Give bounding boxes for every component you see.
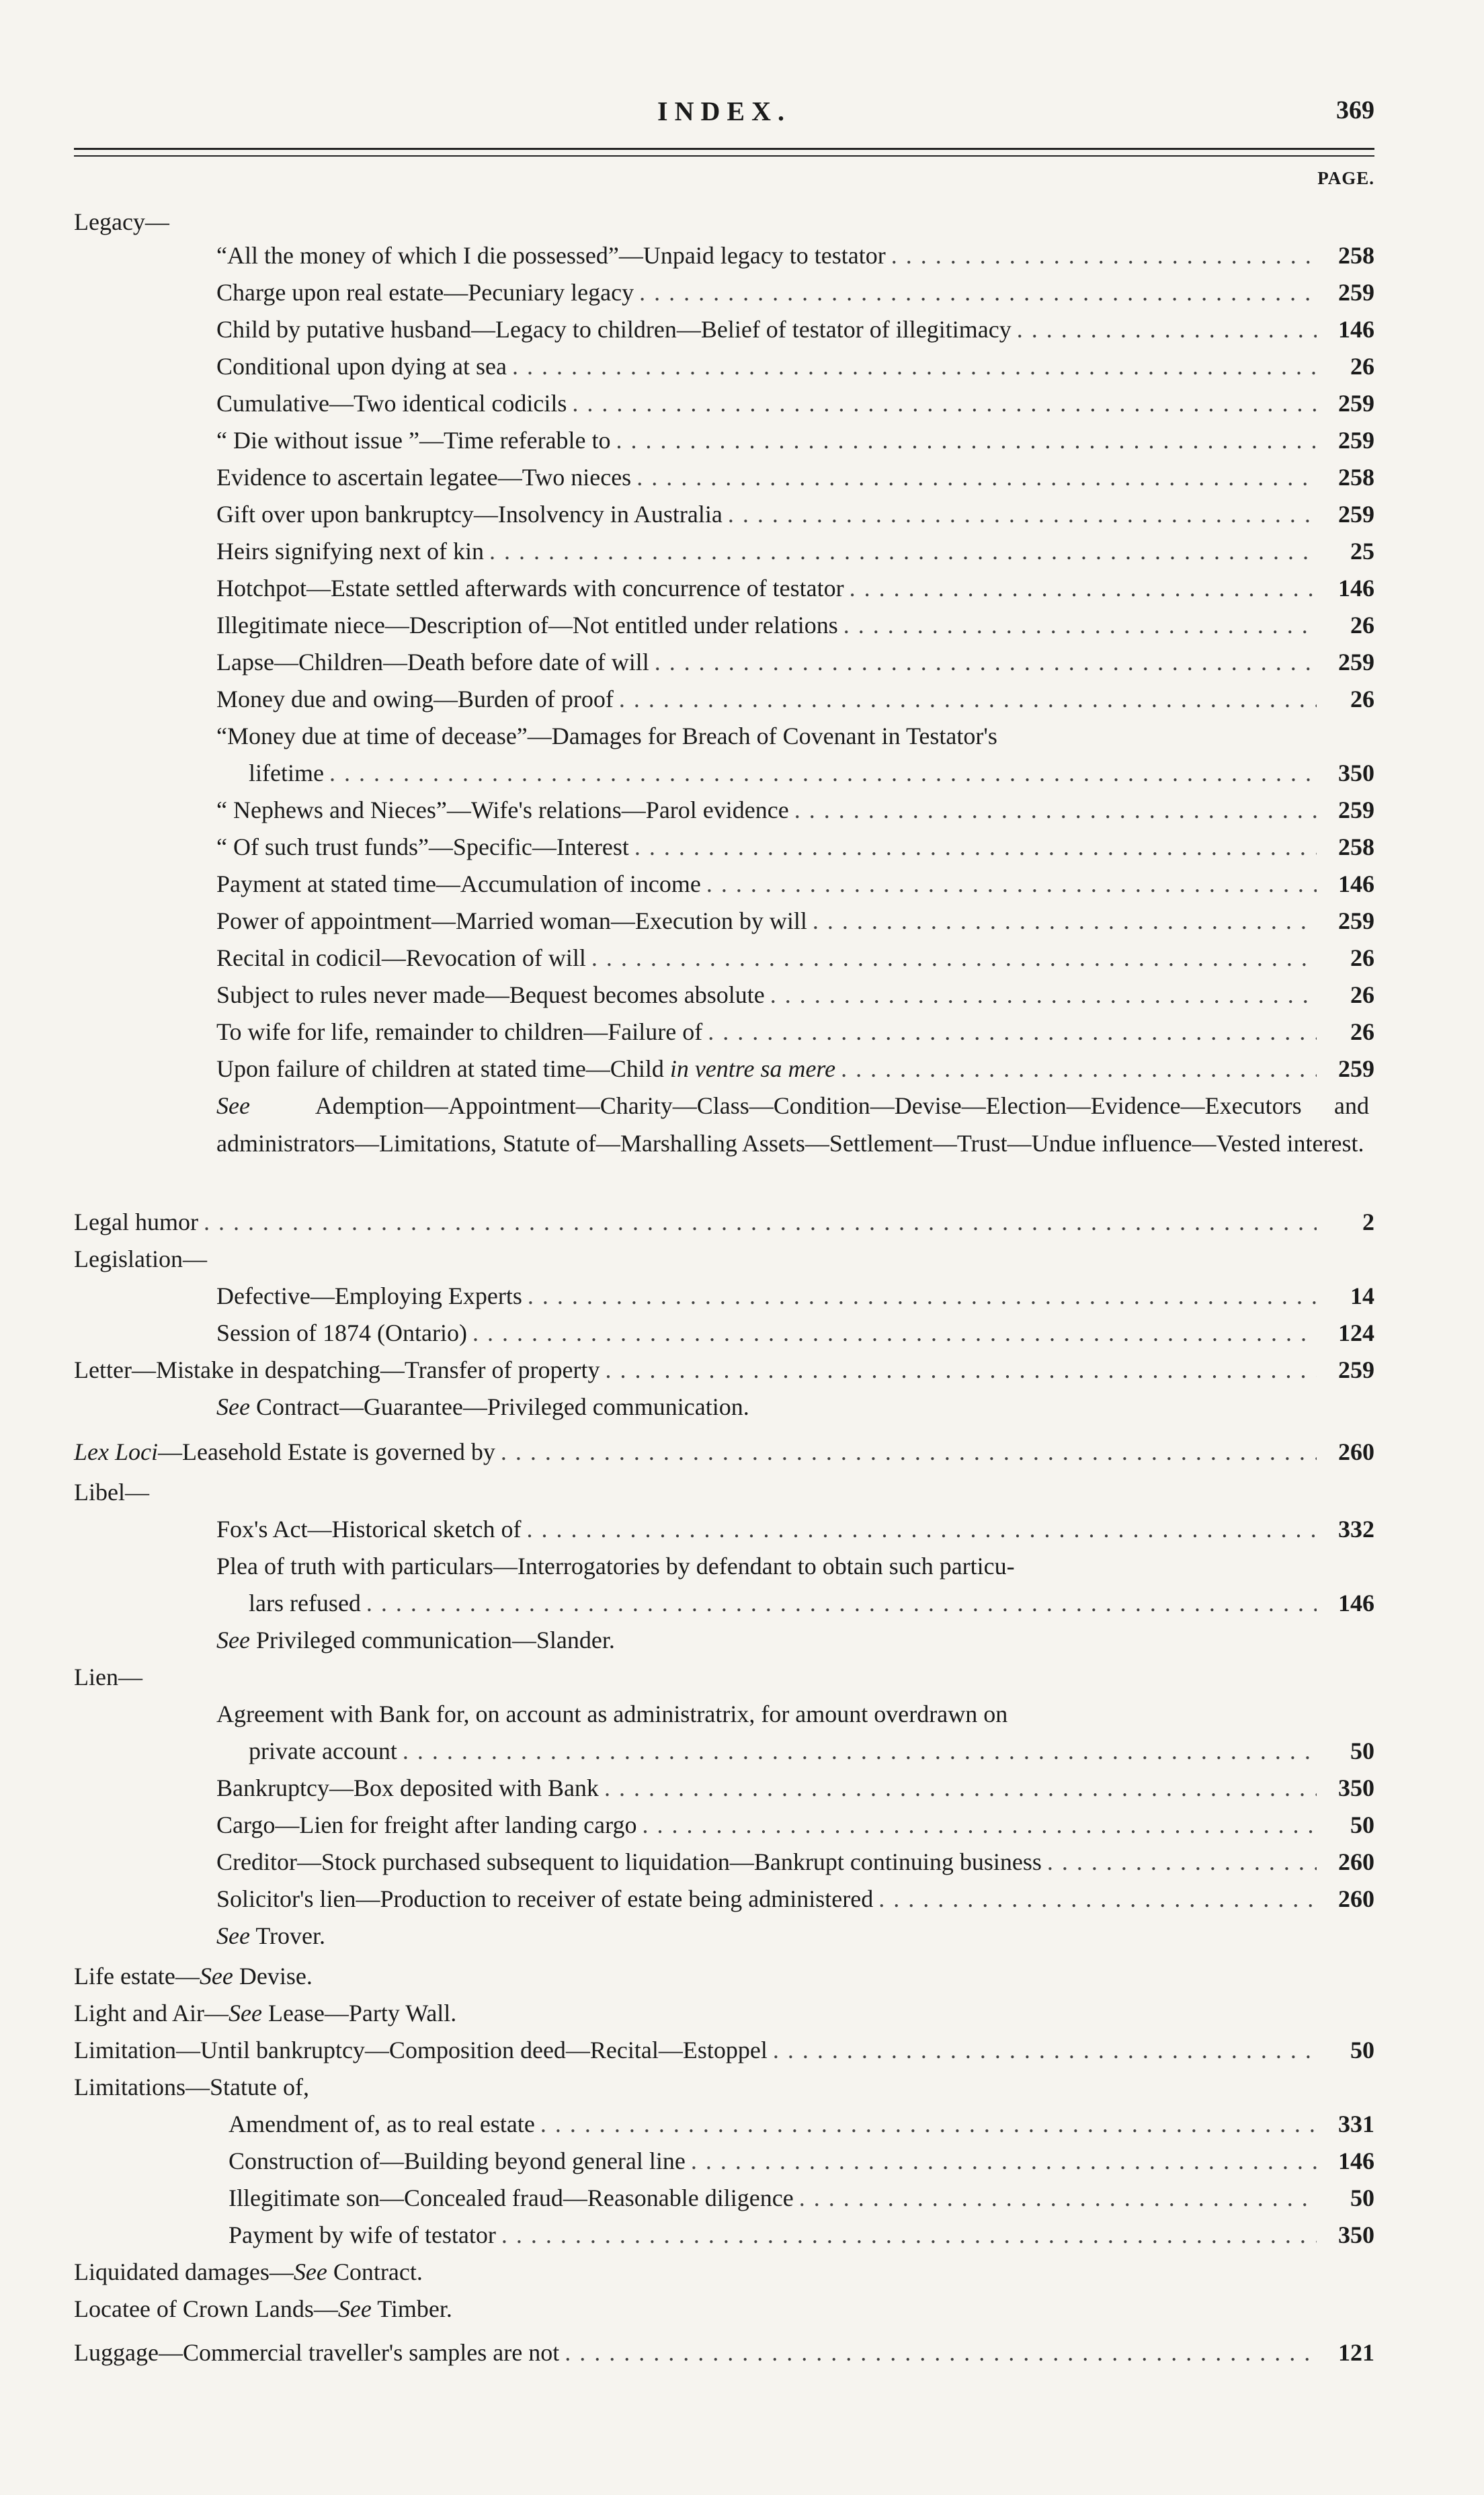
leader-dots xyxy=(512,347,1317,385)
leader-dots xyxy=(636,458,1317,496)
see-also-libel xyxy=(216,1621,615,1659)
index-line xyxy=(216,311,1374,348)
see-also-text: Contract—Guarantee—Privileged communication. xyxy=(255,1393,749,1420)
index-line-text: Subject to rules never made—Bequest becomes absolute xyxy=(216,981,765,1008)
index-line xyxy=(216,274,1374,311)
index-line-text: Lapse—Children—Death before date of will xyxy=(216,649,649,676)
index-line xyxy=(216,532,1374,570)
see-also-lien xyxy=(216,1917,325,1955)
page-ref: 146 xyxy=(1338,2148,1374,2174)
index-line xyxy=(216,458,1374,496)
page-ref: 259 xyxy=(1338,1356,1374,1383)
index-line-text: Solicitor's lien—Production to receiver of estate being administered xyxy=(216,1885,874,1912)
page-ref: 259 xyxy=(1338,427,1374,454)
page-ref: 26 xyxy=(1350,353,1374,380)
leader-dots xyxy=(489,532,1317,570)
leader-dots xyxy=(605,1351,1317,1389)
index-line xyxy=(249,754,1374,792)
header-rule-thin xyxy=(74,155,1374,157)
leader-dots xyxy=(850,569,1317,607)
index-line xyxy=(229,2216,1374,2254)
leader-dots xyxy=(501,1433,1317,1471)
index-line-text xyxy=(74,1433,495,1471)
see-also-legacy xyxy=(216,1087,1369,1162)
index-line xyxy=(216,865,1374,903)
entry-heading-legacy: Legacy— xyxy=(74,208,169,235)
see-also-text: Lease—Party Wall. xyxy=(267,2000,457,2027)
index-line xyxy=(216,495,1374,533)
see-also-text: Trover. xyxy=(255,1922,326,1949)
index-line-text: Cumulative—Two identical codicils xyxy=(216,390,567,417)
index-line-text: lars refused xyxy=(249,1590,361,1617)
index-line-text xyxy=(216,1050,835,1088)
index-line-text: “All the money of which I die possessed”—Unpaid legacy to testator xyxy=(216,242,886,269)
leader-dots xyxy=(891,237,1317,274)
index-line xyxy=(216,384,1374,422)
index-line-text: “ Die without issue ”—Time referable to xyxy=(216,427,611,454)
page-ref: 146 xyxy=(1338,316,1374,343)
index-line xyxy=(249,1584,1374,1622)
index-line-text: Illegitimate niece—Description of—Not entitled under relations xyxy=(216,612,838,639)
index-line xyxy=(216,902,1374,940)
index-line xyxy=(74,1351,1374,1389)
leader-dots xyxy=(619,680,1317,718)
index-line xyxy=(74,2031,1374,2069)
page-ref: 259 xyxy=(1338,1055,1374,1082)
page-header xyxy=(74,93,1374,133)
index-line xyxy=(216,828,1374,866)
entry-text: Light and Air— xyxy=(74,2000,229,2027)
index-line-text: Luggage—Commercial traveller's samples are not xyxy=(74,2339,560,2366)
page-ref: 25 xyxy=(1350,538,1374,565)
entry-text: Locatee of Crown Lands— xyxy=(74,2295,338,2322)
leader-dots xyxy=(501,2216,1317,2254)
index-line-text: Evidence to ascertain legatee—Two nieces xyxy=(216,464,632,491)
see-also-text: Timber. xyxy=(377,2295,452,2322)
index-line xyxy=(216,643,1374,681)
index-line xyxy=(216,680,1374,718)
page-ref: 26 xyxy=(1350,1018,1374,1045)
page-ref: 258 xyxy=(1338,464,1374,491)
leader-dots xyxy=(604,1769,1317,1807)
page-ref: 14 xyxy=(1350,1282,1374,1309)
page-ref: 260 xyxy=(1338,1885,1374,1912)
entry-heading-limitations: Limitations—Statute of, xyxy=(74,2074,309,2100)
index-line xyxy=(216,1050,1374,1088)
index-line xyxy=(216,791,1374,829)
index-line-text: Bankruptcy—Box deposited with Bank xyxy=(216,1774,599,1801)
page-ref: 260 xyxy=(1338,1848,1374,1875)
page-ref: 331 xyxy=(1338,2111,1374,2137)
index-line xyxy=(74,1433,1374,1471)
index-line xyxy=(216,939,1374,977)
index-line-text: Payment by wife of testator xyxy=(229,2221,496,2248)
index-line xyxy=(216,237,1374,274)
entry-text: Liquidated damages— xyxy=(74,2258,294,2285)
index-line-text: Gift over upon bankruptcy—Insolvency in Australia xyxy=(216,501,723,528)
index-line xyxy=(216,606,1374,644)
index-line xyxy=(229,2105,1374,2143)
latin-phrase: Lex Loci xyxy=(74,1438,158,1465)
see-word: See xyxy=(216,1627,250,1653)
index-line-text: Heirs signifying next of kin xyxy=(216,538,484,565)
leader-dots xyxy=(691,2142,1317,2180)
leader-dots xyxy=(799,2179,1317,2217)
leader-dots xyxy=(204,1203,1317,1241)
index-line xyxy=(216,1769,1374,1807)
page-ref: 50 xyxy=(1350,2037,1374,2063)
index-line-text: Illegitimate son—Concealed fraud—Reasonable diligence xyxy=(229,2184,794,2211)
index-line xyxy=(216,976,1374,1014)
leader-dots xyxy=(794,791,1317,829)
leader-dots xyxy=(841,1050,1317,1088)
index-line-text: Child by putative husband—Legacy to children—Belief of testator of illegitimacy xyxy=(216,316,1012,343)
see-also-letter xyxy=(216,1388,749,1426)
page-ref: 50 xyxy=(1350,1737,1374,1764)
index-line-text-part: Upon failure of children at stated time—Child xyxy=(216,1055,664,1082)
leader-dots xyxy=(472,1314,1317,1352)
leader-dots xyxy=(329,754,1317,792)
page-ref: 26 xyxy=(1350,612,1374,639)
page-ref: 258 xyxy=(1338,242,1374,269)
entry-locatee xyxy=(74,2290,452,2328)
page-ref: 121 xyxy=(1338,2339,1374,2366)
index-line-text: To wife for life, remainder to children—Failure of xyxy=(216,1018,703,1045)
page-ref: 146 xyxy=(1338,870,1374,897)
index-line xyxy=(216,1013,1374,1051)
leader-dots xyxy=(565,2334,1317,2371)
leader-dots xyxy=(770,976,1317,1014)
leader-dots xyxy=(813,902,1317,940)
leader-dots xyxy=(540,2105,1317,2143)
entry-light-and-air xyxy=(74,1994,456,2032)
index-line-text: “ Of such trust funds”—Specific—Interest xyxy=(216,833,629,860)
see-word: See xyxy=(337,2295,372,2322)
see-also-text: Ademption—Appointment—Charity—Class—Condition—Devise—Election—Evidence—Executors and administrators—Limitations, Statute of—Marshalling Assets—Settlement—Trust—Undue influence—Vested interest. xyxy=(216,1092,1369,1157)
see-word: See xyxy=(293,2258,327,2285)
leader-dots xyxy=(708,1013,1317,1051)
leader-dots xyxy=(616,421,1317,459)
index-line-text: Defective—Employing Experts xyxy=(216,1282,522,1309)
page-ref: 2 xyxy=(1362,1209,1374,1235)
page-ref: 260 xyxy=(1338,1438,1374,1465)
index-line-text: Creditor—Stock purchased subsequent to liquidation—Bankrupt continuing business xyxy=(216,1848,1042,1875)
leader-dots xyxy=(773,2031,1317,2069)
leader-dots xyxy=(843,606,1317,644)
leader-dots xyxy=(1047,1843,1317,1881)
index-line-text: Charge upon real estate—Pecuniary legacy xyxy=(216,279,634,306)
index-line-text: lifetime xyxy=(249,760,324,786)
page-ref: 146 xyxy=(1338,1590,1374,1617)
see-word: See xyxy=(199,1963,233,1990)
entry-heading-legislation: Legislation— xyxy=(74,1245,207,1272)
index-line-text: Power of appointment—Married woman—Execution by will xyxy=(216,907,807,934)
page-ref: 259 xyxy=(1338,390,1374,417)
leader-dots xyxy=(634,828,1317,866)
index-line xyxy=(216,1314,1374,1352)
index-line-text: “ Nephews and Nieces”—Wife's relations—Parol evidence xyxy=(216,796,789,823)
index-line xyxy=(74,2334,1374,2371)
see-also-text: Contract. xyxy=(333,2258,423,2285)
index-line-text: Payment at stated time—Accumulation of income xyxy=(216,870,701,897)
see-word: See xyxy=(216,1393,250,1420)
leader-dots xyxy=(1017,311,1317,348)
page-ref: 332 xyxy=(1338,1516,1374,1543)
entry-heading-libel: Libel— xyxy=(74,1479,149,1506)
index-line-text: Plea of truth with particulars—Interrogatories by defendant to obtain such particu- xyxy=(216,1553,1015,1580)
page-ref: 50 xyxy=(1350,2184,1374,2211)
page-ref: 350 xyxy=(1338,1774,1374,1801)
latin-phrase: in ventre sa mere xyxy=(669,1055,836,1082)
page-ref: 26 xyxy=(1350,944,1374,971)
index-line-text: private account xyxy=(249,1737,397,1764)
index-line xyxy=(249,1732,1374,1770)
see-word: See xyxy=(228,2000,262,2027)
see-word: See xyxy=(216,1092,250,1119)
index-line-text: Hotchpot—Estate settled afterwards with concurrence of testator xyxy=(216,575,844,602)
page-ref: 259 xyxy=(1338,907,1374,934)
index-line xyxy=(216,421,1374,459)
leader-dots xyxy=(526,1510,1317,1548)
index-line xyxy=(229,2142,1374,2180)
page-ref: 259 xyxy=(1338,279,1374,306)
index-line-text: Fox's Act—Historical sketch of xyxy=(216,1516,522,1543)
leader-dots xyxy=(878,1880,1317,1918)
index-line-text: Money due and owing—Burden of proof xyxy=(216,686,614,712)
entry-heading-lien: Lien— xyxy=(74,1664,142,1690)
index-line xyxy=(216,347,1374,385)
index-line xyxy=(216,1806,1374,1844)
leader-dots xyxy=(403,1732,1317,1770)
header-rule xyxy=(74,148,1374,150)
index-line-text: Agreement with Bank for, on account as administratrix, for amount overdrawn on xyxy=(216,1701,1008,1727)
page-ref: 26 xyxy=(1350,686,1374,712)
leader-dots xyxy=(639,274,1317,311)
index-line-text: Letter—Mistake in despatching—Transfer of property xyxy=(74,1356,600,1383)
leader-dots xyxy=(655,643,1317,681)
page-ref: 146 xyxy=(1338,575,1374,602)
entry-text: Life estate— xyxy=(74,1963,200,1990)
index-line-text: Legal humor xyxy=(74,1209,198,1235)
index-line-text: Limitation—Until bankruptcy—Composition deed—Recital—Estoppel xyxy=(74,2037,768,2063)
entry-life-estate xyxy=(74,1957,313,1995)
page-column-label: PAGE. xyxy=(1317,168,1374,188)
see-word: See xyxy=(216,1922,250,1949)
page-number: 369 xyxy=(1336,96,1374,124)
index-line xyxy=(216,1843,1374,1881)
index-line xyxy=(216,569,1374,607)
entry-liquidated-damages xyxy=(74,2253,423,2291)
page-ref: 350 xyxy=(1338,2221,1374,2248)
index-line-text: Conditional upon dying at sea xyxy=(216,353,507,380)
leader-dots xyxy=(572,384,1317,422)
page-ref: 259 xyxy=(1338,649,1374,676)
see-also-text: Devise. xyxy=(239,1963,313,1990)
page-ref: 259 xyxy=(1338,796,1374,823)
index-line-text: Amendment of, as to real estate xyxy=(229,2111,535,2137)
index-line-text: Construction of—Building beyond general line xyxy=(229,2148,686,2174)
index-line xyxy=(216,1880,1374,1918)
index-line-text: Recital in codicil—Revocation of will xyxy=(216,944,586,971)
leader-dots xyxy=(728,495,1317,533)
page-ref: 259 xyxy=(1338,501,1374,528)
page-ref: 124 xyxy=(1338,1319,1374,1346)
index-line xyxy=(229,2179,1374,2217)
page-ref: 258 xyxy=(1338,833,1374,860)
leader-dots xyxy=(706,865,1317,903)
index-line-text-part: —Leasehold Estate is governed by xyxy=(157,1438,495,1465)
index-line-text: “Money due at time of decease”—Damages for Breach of Covenant in Testator's xyxy=(216,723,997,749)
index-line xyxy=(74,1203,1374,1241)
leader-dots xyxy=(642,1806,1317,1844)
leader-dots xyxy=(591,939,1317,977)
index-line-text: Cargo—Lien for freight after landing cargo xyxy=(216,1811,637,1838)
page-title: INDEX. xyxy=(657,96,791,126)
see-also-text: Privileged communication—Slander. xyxy=(255,1627,615,1653)
index-line-text: Session of 1874 (Ontario) xyxy=(216,1319,467,1346)
page-ref: 350 xyxy=(1338,760,1374,786)
leader-dots xyxy=(528,1277,1317,1315)
index-line xyxy=(216,1277,1374,1315)
page-ref: 26 xyxy=(1350,981,1374,1008)
index-line xyxy=(216,1510,1374,1548)
leader-dots xyxy=(366,1584,1317,1622)
page-ref: 50 xyxy=(1350,1811,1374,1838)
